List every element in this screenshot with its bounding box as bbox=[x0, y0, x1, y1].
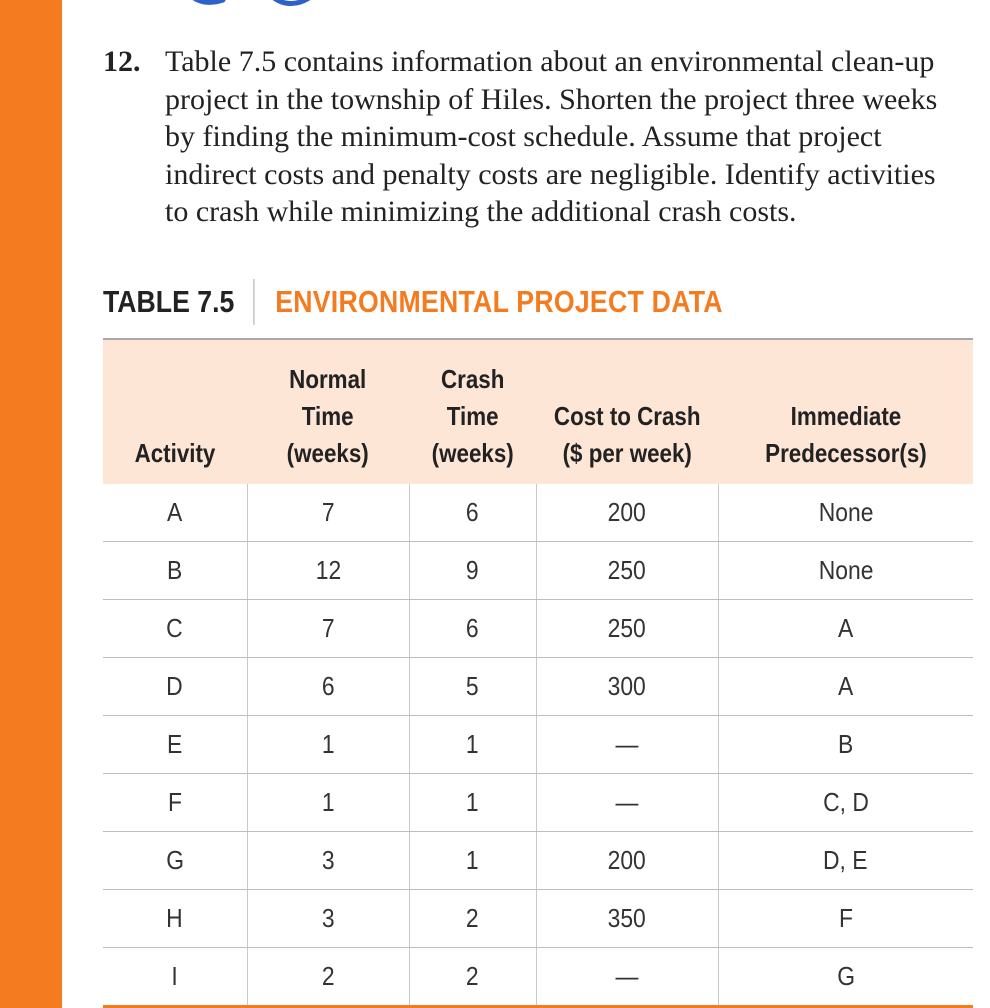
normal-time-cell: 6 bbox=[247, 658, 409, 716]
table-caption bbox=[103, 278, 723, 326]
cost-to-crash-cell: — bbox=[536, 716, 718, 774]
crash-time-cell: 6 bbox=[409, 600, 536, 658]
activity-cell: F bbox=[103, 774, 247, 832]
predecessors-cell: None bbox=[718, 484, 973, 542]
activity-cell: H bbox=[103, 890, 247, 948]
crash-time-cell: 1 bbox=[409, 774, 536, 832]
crash-time-cell: 2 bbox=[409, 948, 536, 1007]
caption-divider bbox=[253, 279, 254, 325]
table-row bbox=[103, 832, 973, 890]
header-predecessors: Immediate Predecessor(s) bbox=[718, 339, 973, 484]
normal-time-cell: 12 bbox=[247, 542, 409, 600]
header-activity: Activity bbox=[103, 339, 247, 484]
activity-cell: B bbox=[103, 542, 247, 600]
normal-time-cell: 1 bbox=[247, 716, 409, 774]
crash-time-cell: 2 bbox=[409, 890, 536, 948]
table-row bbox=[103, 542, 973, 600]
activity-cell: E bbox=[103, 716, 247, 774]
crash-time-cell: 6 bbox=[409, 484, 536, 542]
environmental-project-table bbox=[103, 338, 973, 1008]
header-cost-to-crash: Cost to Crash ($ per week) bbox=[536, 339, 718, 484]
problem-text: Table 7.5 contains information about an environmental clean-up project in the township of Hiles. Shorten the project three weeks by finding the minimum-cost schedule. Assume that project indirect costs and penalty costs are negligible. Identify activities to crash while minimizing the additional crash costs. bbox=[165, 45, 938, 228]
table-row bbox=[103, 716, 973, 774]
header-crash-time: Crash Time (weeks) bbox=[409, 339, 536, 484]
normal-time-cell: 1 bbox=[247, 774, 409, 832]
crash-time-cell: 9 bbox=[409, 542, 536, 600]
problem-number: 12. bbox=[103, 45, 141, 78]
table-row bbox=[103, 600, 973, 658]
predecessors-cell: B bbox=[718, 716, 973, 774]
table-row bbox=[103, 948, 973, 1007]
table-row bbox=[103, 658, 973, 716]
normal-time-cell: 3 bbox=[247, 890, 409, 948]
crash-time-cell: 1 bbox=[409, 832, 536, 890]
predecessors-cell: D, E bbox=[718, 832, 973, 890]
activity-cell: C bbox=[103, 600, 247, 658]
activity-cell: A bbox=[103, 484, 247, 542]
predecessors-cell: A bbox=[718, 658, 973, 716]
cost-to-crash-cell: — bbox=[536, 948, 718, 1007]
predecessors-cell: A bbox=[718, 600, 973, 658]
predecessors-cell: None bbox=[718, 542, 973, 600]
normal-time-cell: 2 bbox=[247, 948, 409, 1007]
cost-to-crash-cell: 200 bbox=[536, 832, 718, 890]
crash-time-cell: 1 bbox=[409, 716, 536, 774]
cost-to-crash-cell: — bbox=[536, 774, 718, 832]
predecessors-cell: G bbox=[718, 948, 973, 1007]
activity-cell: G bbox=[103, 832, 247, 890]
normal-time-cell: 3 bbox=[247, 832, 409, 890]
table-row bbox=[103, 774, 973, 832]
normal-time-cell: 7 bbox=[247, 600, 409, 658]
cost-to-crash-cell: 250 bbox=[536, 542, 718, 600]
table-title: ENVIRONMENTAL PROJECT DATA bbox=[275, 284, 723, 319]
predecessors-cell: C, D bbox=[718, 774, 973, 832]
predecessors-cell: F bbox=[718, 890, 973, 948]
activity-cell: I bbox=[103, 948, 247, 1007]
header-row bbox=[103, 339, 973, 484]
cost-to-crash-cell: 200 bbox=[536, 484, 718, 542]
cost-to-crash-cell: 250 bbox=[536, 600, 718, 658]
normal-time-cell: 7 bbox=[247, 484, 409, 542]
activity-cell: D bbox=[103, 658, 247, 716]
table-label: TABLE 7.5 bbox=[103, 284, 235, 319]
problem-12 bbox=[103, 43, 973, 231]
crash-time-cell: 5 bbox=[409, 658, 536, 716]
table-row bbox=[103, 890, 973, 948]
cost-to-crash-cell: 350 bbox=[536, 890, 718, 948]
table-row bbox=[103, 484, 973, 542]
cost-to-crash-cell: 300 bbox=[536, 658, 718, 716]
cropped-heading-fragment bbox=[175, 0, 325, 8]
orange-side-bar bbox=[0, 0, 62, 1008]
header-normal-time: Normal Time (weeks) bbox=[247, 339, 409, 484]
